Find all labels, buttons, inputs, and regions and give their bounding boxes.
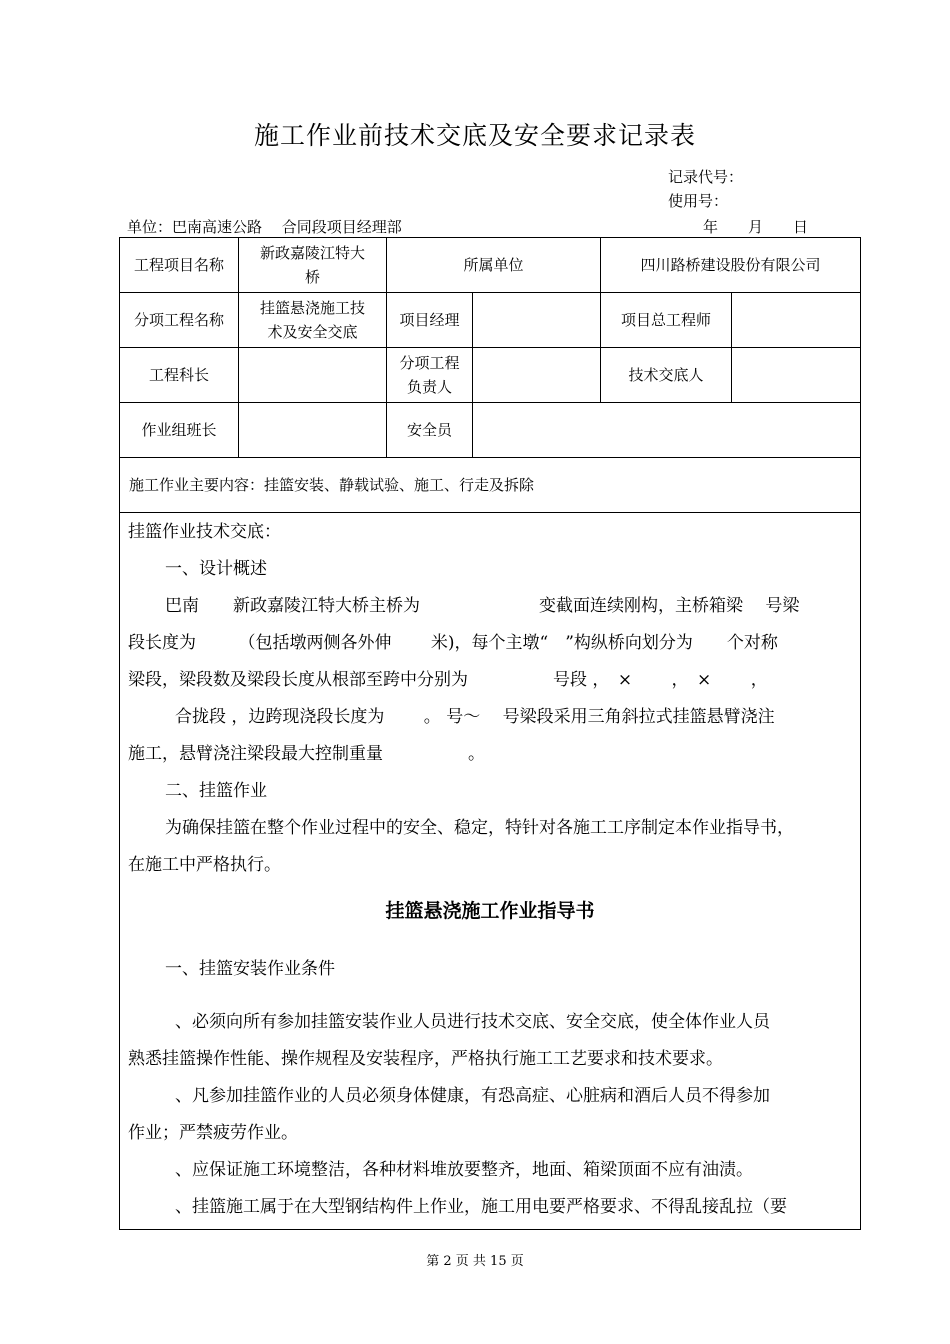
project-manager-label: 项目经理 <box>387 293 473 348</box>
section-heading: 一、设计概述 <box>165 559 267 579</box>
chief-engineer-value <box>732 293 861 348</box>
paragraph-line: 在施工中严格执行。 <box>128 855 281 875</box>
briefer-value <box>732 348 861 403</box>
owner-unit-value: 四川路桥建设股份有限公司 <box>601 238 861 293</box>
briefing-body <box>119 511 861 1230</box>
briefer-label: 技术交底人 <box>601 348 732 403</box>
paragraph-line: 熟悉挂篮操作性能、操作规程及安装程序，严格执行施工工艺要求和技术要求。 <box>128 1049 723 1069</box>
page-title: 施工作业前技术交底及安全要求记录表 <box>253 121 696 150</box>
section-chief-label: 工程科长 <box>120 348 239 403</box>
table-row <box>120 238 861 293</box>
section-heading: 二、挂篮作业 <box>165 781 267 801</box>
paragraph-line: 、凡参加挂篮作业的人员必须身体健康，有恐高症、心脏病和酒后人员不得参加 <box>175 1086 770 1106</box>
paragraph-line: 合拢段 ，边跨现浇段长度为 。 号～ 号梁段采用三角斜拉式挂篮悬臂浇注 <box>175 707 775 727</box>
project-name-value: 新政嘉陵江特大 桥 <box>239 238 387 293</box>
sub-project-value: 挂篮悬浇施工技 术及安全交底 <box>239 293 387 348</box>
safety-officer-label: 安全员 <box>387 403 473 458</box>
sub-project-label: 分项工程名称 <box>120 293 239 348</box>
paragraph-line: 、必须向所有参加挂篮安装作业人员进行技术交底、安全交底，使全体作业人员 <box>175 1012 770 1032</box>
briefing-heading: 挂篮作业技术交底： <box>128 522 281 542</box>
record-code-label: 记录代号： <box>668 168 744 186</box>
paragraph-line: 为确保挂篮在整个作业过程中的安全、稳定，特针对各施工工序制定本作业指导书， <box>165 818 794 838</box>
section-heading: 一、挂篮安装作业条件 <box>165 959 335 979</box>
paragraph-line: 、应保证施工环境整洁，各种材料堆放要整齐，地面、箱梁顶面不应有油渍。 <box>175 1160 753 1180</box>
paragraph-line: 作业；严禁疲劳作业。 <box>128 1123 298 1143</box>
project-manager-value <box>473 293 601 348</box>
paragraph-line: 巴南 新政嘉陵江特大桥主桥为 变截面连续刚构，主桥箱梁 号梁 <box>165 596 800 616</box>
use-number-label: 使用号： <box>668 192 729 210</box>
paragraph-line: 梁段，梁段数及梁段长度从根部至跨中分别为 号段 ， × ， × ， <box>128 670 768 690</box>
team-leader-value <box>239 403 387 458</box>
sub-leader-label: 分项工程 负责人 <box>387 348 473 403</box>
table-row <box>120 458 861 513</box>
main-work-content: 施工作业主要内容：挂篮安装、静载试验、施工、行走及拆除 <box>120 458 861 513</box>
record-table <box>119 237 861 513</box>
project-name-label: 工程项目名称 <box>120 238 239 293</box>
paragraph-line: 、挂篮施工属于在大型钢结构件上作业，施工用电要严格要求、不得乱接乱拉（要 <box>175 1197 787 1217</box>
date-line: 年 月 日 <box>703 218 809 236</box>
chief-engineer-label: 项目总工程师 <box>601 293 732 348</box>
guide-title: 挂篮悬浇施工作业指导书 <box>385 900 595 922</box>
table-row <box>120 293 861 348</box>
section-chief-value <box>239 348 387 403</box>
paragraph-line: 段长度为 （包括墩两侧各外伸 米)，每个主墩“ ”构纵桥向划分为 个对称 <box>128 633 778 653</box>
safety-officer-value <box>473 403 861 458</box>
table-row <box>120 348 861 403</box>
unit-line: 单位：巴南高速公路 合同段项目经理部 <box>127 218 402 236</box>
owner-unit-label: 所属单位 <box>387 238 601 293</box>
sub-leader-value <box>473 348 601 403</box>
team-leader-label: 作业组班长 <box>120 403 239 458</box>
page-number: 第 2 页 共 15 页 <box>426 1254 524 1269</box>
paragraph-line: 施工，悬臂浇注梁段最大控制重量 。 <box>128 744 485 764</box>
table-row <box>120 403 861 458</box>
